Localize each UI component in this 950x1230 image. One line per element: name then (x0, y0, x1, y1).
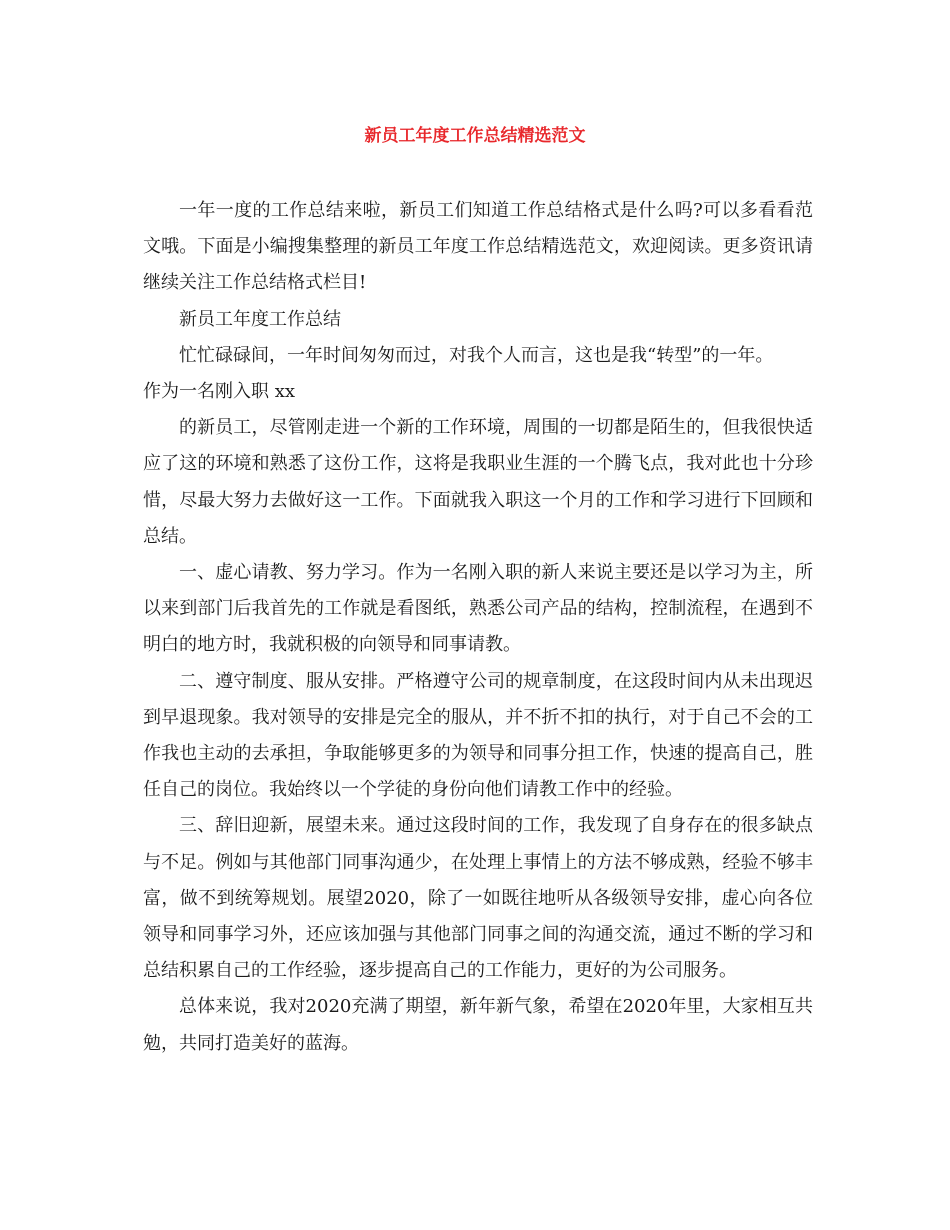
paragraph-new-employee: 的新员工，尽管刚走进一个新的工作环境，周围的一切都是陌生的，但我很快适应了这的环境和熟悉了这份工作，这将是我职业生涯的一个腾飞点，我对此也十分珍惜，尽最大努力去做好这一工作。下面就我入职这一个月的工作和学习进行下回顾和总结。 (143, 417, 813, 547)
paragraph-intro: 一年一度的工作总结来啦，新员工们知道工作总结格式是什么吗?可以多看看范文哦。下面是小编搜集整理的新员工年度工作总结精选范文，欢迎阅读。更多资讯请继续关注工作总结格式栏目! (143, 200, 813, 294)
document-body (143, 193, 813, 1062)
document-title: 新员工年度工作总结精选范文 (364, 126, 586, 146)
paragraph-section-three: 三、辞旧迎新，展望未来。通过这段时间的工作，我发现了自身存在的很多缺点与不足。例如与其他部门同事沟通少，在处理上事情上的方法不够成熟，经验不够丰富，做不到统筹规划。展望2020，除了一如既往地听从各级领导安排，虚心向各位领导和同事学习外，还应该加强与其他部门同事之间的沟通交流，通过不断的学习和总结积累自己的工作经验，逐步提高自己的工作能力，更好的为公司服务。 (143, 815, 813, 982)
paragraph-role: 作为一名刚入职 xx (143, 381, 296, 403)
paragraph-section-one: 一、虚心请教、努力学习。作为一名刚入职的新人来说主要还是以学习为主，所以来到部门后我首先的工作就是看图纸，熟悉公司产品的结构，控制流程，在遇到不明白的地方时，我就积极的向领导和同事请教。 (143, 562, 813, 656)
paragraph-opening: 忙忙碌碌间，一年时间匆匆而过，对我个人而言，这也是我“转型”的一年。 (179, 344, 774, 366)
paragraph-conclusion: 总体来说，我对2020充满了期望，新年新气象，希望在2020年里，大家相互共勉，共同打造美好的蓝海。 (143, 996, 813, 1054)
paragraph-subtitle: 新员工年度工作总结 (179, 308, 341, 330)
paragraph-section-two: 二、遵守制度、服从安排。严格遵守公司的规章制度，在这段时间内从未出现迟到早退现象。我对领导的安排是完全的服从，并不折不扣的执行，对于自己不会的工作我也主动的去承担，争取能够更多的为领导和同事分担工作，快速的提高自己，胜任自己的岗位。我始终以一个学徒的身份向他们请教工作中的经验。 (143, 670, 813, 801)
